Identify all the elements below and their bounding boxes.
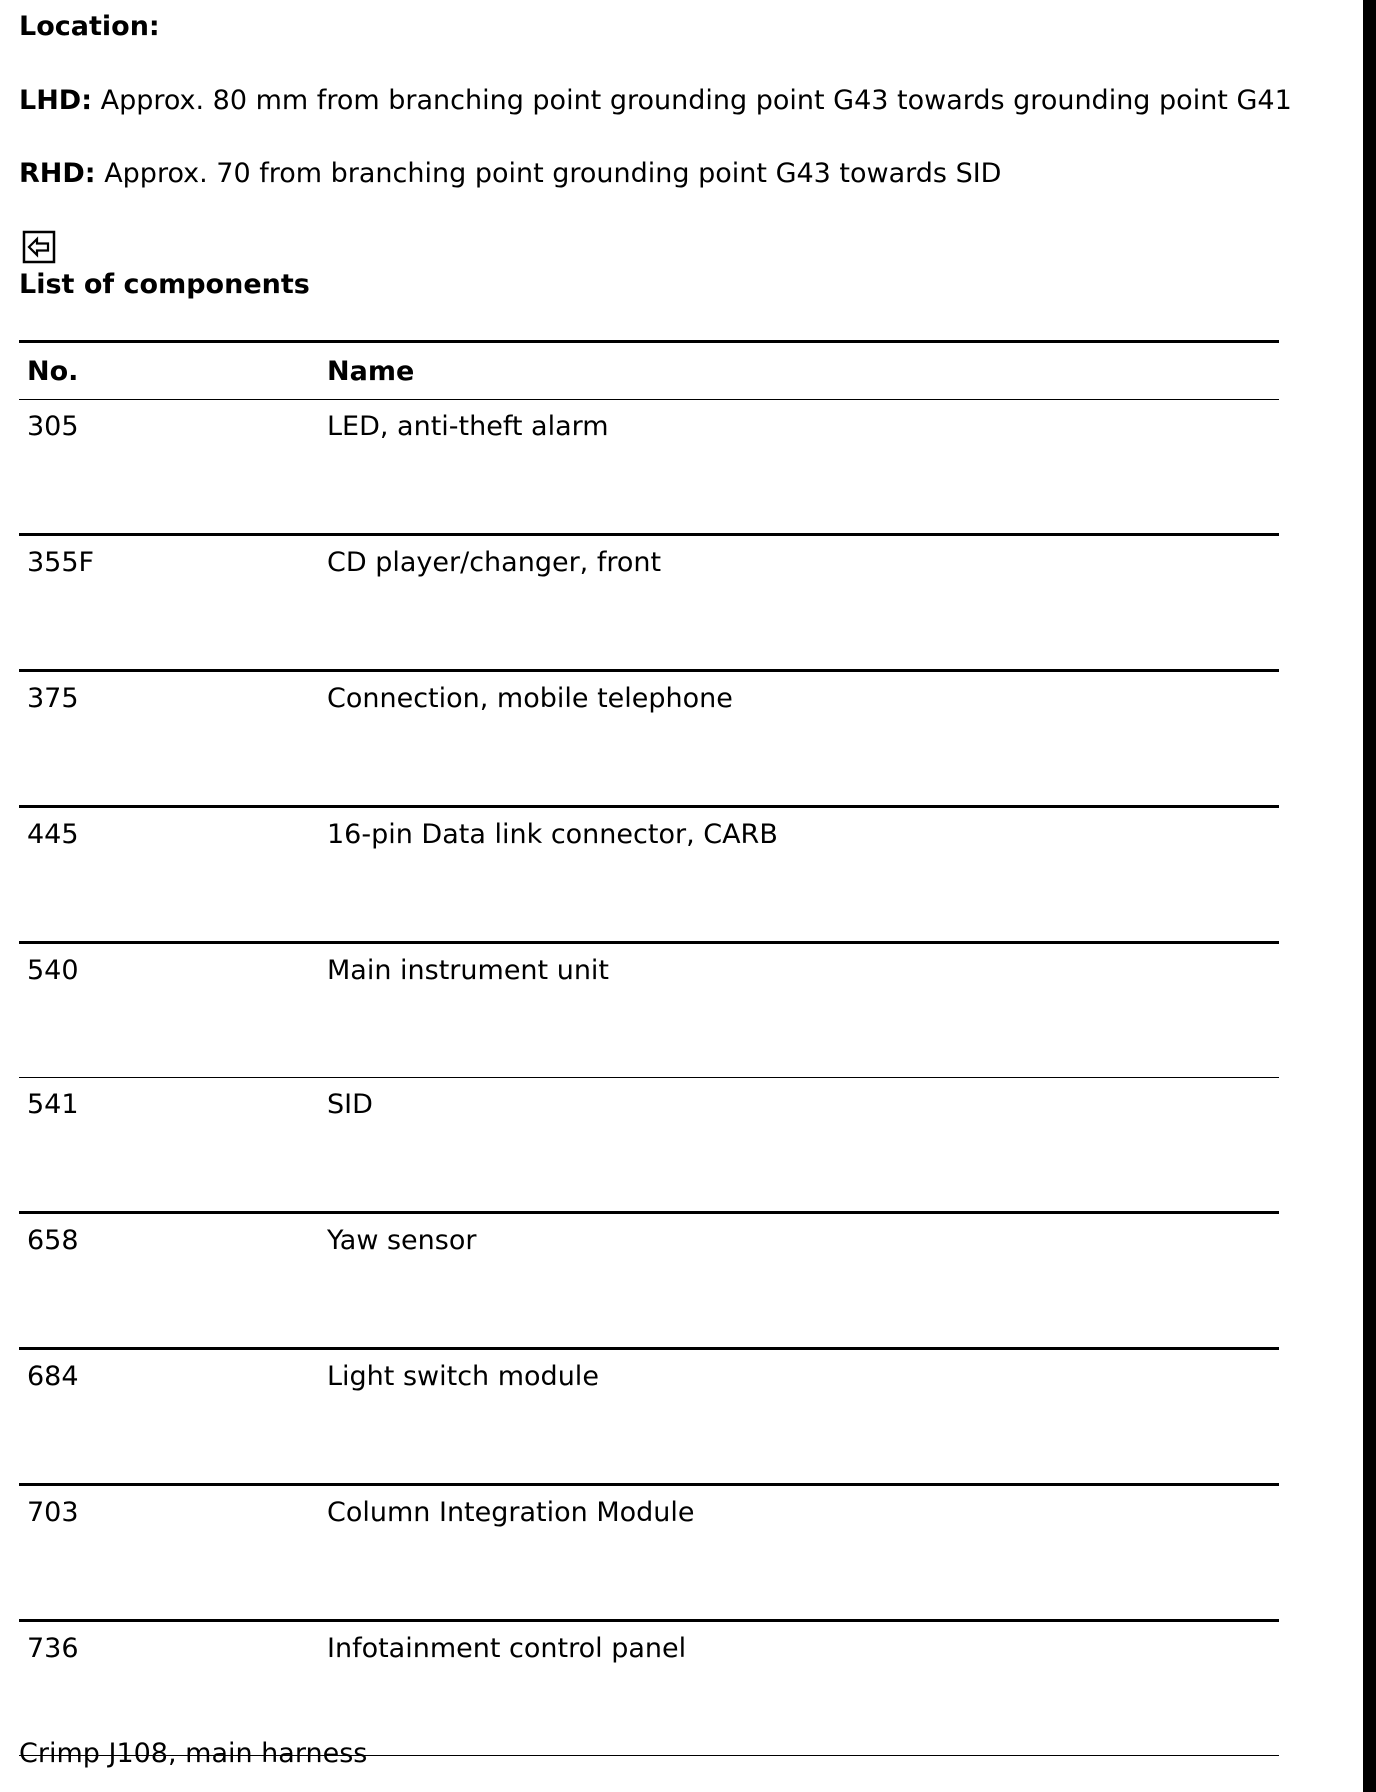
component-name: SID [319, 1078, 1279, 1213]
component-name: Column Integration Module [319, 1485, 1279, 1621]
rhd-label: RHD: [19, 158, 96, 189]
components-table [19, 340, 1279, 1756]
component-no: 445 [19, 807, 319, 943]
table-row [19, 1078, 1279, 1213]
component-name: Yaw sensor [319, 1213, 1279, 1349]
component-no: 375 [19, 671, 319, 807]
component-no: 684 [19, 1349, 319, 1485]
back-arrow-icon[interactable] [22, 230, 56, 264]
rhd-text: Approx. 70 from branching point grounding point G43 towards SID [95, 158, 1002, 189]
column-header-name: Name [319, 342, 1279, 400]
lhd-label: LHD: [19, 85, 93, 116]
table-row [19, 400, 1279, 535]
table-row [19, 671, 1279, 807]
rhd-note [19, 157, 1001, 191]
component-no: 658 [19, 1213, 319, 1349]
component-name: LED, anti-theft alarm [319, 400, 1279, 535]
lhd-text: Approx. 80 mm from branching point grounding point G43 towards grounding point G41 [92, 85, 1292, 116]
table-header-row [19, 342, 1279, 400]
component-no: 541 [19, 1078, 319, 1213]
component-no: 703 [19, 1485, 319, 1621]
table-row [19, 535, 1279, 671]
component-name: Connection, mobile telephone [319, 671, 1279, 807]
component-no: 540 [19, 943, 319, 1078]
component-name: CD player/changer, front [319, 535, 1279, 671]
component-name: Infotainment control panel [319, 1621, 1279, 1756]
table-row [19, 807, 1279, 943]
component-no: 305 [19, 400, 319, 535]
component-no: 736 [19, 1621, 319, 1756]
crimp-note: Crimp J108, main harness [19, 1738, 368, 1769]
page-edge-rule [1363, 0, 1376, 1792]
column-header-no: No. [19, 342, 319, 400]
table-row [19, 1349, 1279, 1485]
component-name: Light switch module [319, 1349, 1279, 1485]
component-name: 16-pin Data link connector, CARB [319, 807, 1279, 943]
table-row [19, 1621, 1279, 1756]
table-row [19, 1485, 1279, 1621]
location-heading: Location: [19, 11, 160, 42]
components-heading: List of components [19, 269, 310, 300]
table-row [19, 1213, 1279, 1349]
lhd-note [19, 84, 1292, 118]
component-name: Main instrument unit [319, 943, 1279, 1078]
table-row [19, 943, 1279, 1078]
component-no: 355F [19, 535, 319, 671]
